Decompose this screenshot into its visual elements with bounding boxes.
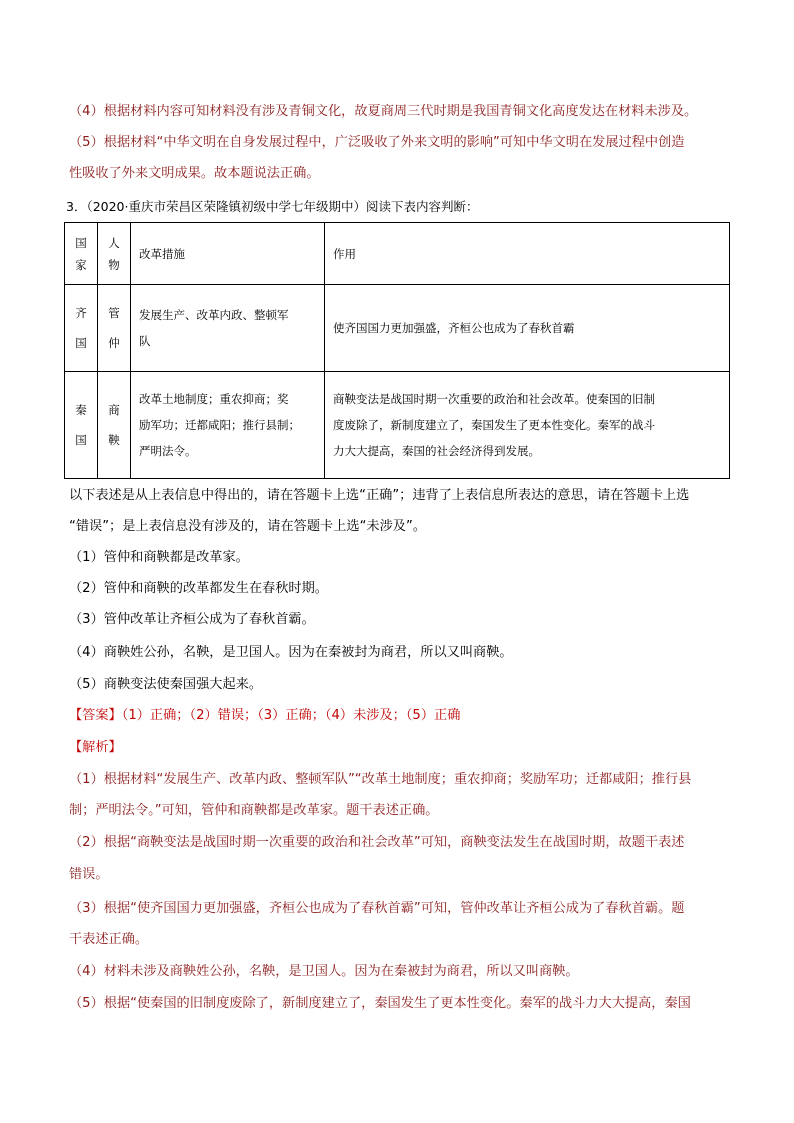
analysis-line: （5）根据“使秦国的旧制度废除了，新制度建立了，秦国发生了更本性变化。秦军的战斗力大大提高，秦国 (69, 996, 691, 1011)
cell-char: 商 (108, 403, 120, 417)
prev-analysis-item-5-cont: 性吸收了外来文明成果。故本题说法正确。 (69, 166, 320, 181)
question-header: 3．（2020·重庆市荣昌区荣隆镇初级中学七年级期中）阅读下表内容判断： (66, 199, 479, 214)
analysis-line: （1）根据材料“发展生产、改革内政、整顿军队”“改革土地制度；重农抑商；奖励军功；迁都咸阳；推行县 (69, 772, 692, 787)
prev-analysis-item-4: （4）根据材料内容可知材料没有涉及青铜文化，故夏商周三代时期是我国青铜文化高度发达在材料未涉及。 (69, 104, 698, 119)
statement-1: （1）管仲和商鞅都是改革家。 (69, 550, 249, 565)
answer-text: （1）正确；（2）错误；（3）正确；（4）未涉及；（5）正确 (121, 708, 461, 723)
cell-char: 国 (75, 433, 87, 447)
analysis-line: （4）材料未涉及商鞅姓公孙，名鞅，是卫国人。因为在秦被封为商君，所以又叫商鞅。 (69, 964, 579, 979)
cell-line: 严明法令。 (139, 444, 197, 458)
analysis-label: 【解析】 (69, 740, 122, 755)
cell-char: 仲 (108, 336, 120, 350)
cell-country (65, 285, 98, 372)
table-header-row (65, 223, 730, 285)
header-cell-person (98, 223, 131, 285)
analysis-line: 错误。 (69, 867, 109, 882)
instructions-line-2: “错误”；是上表信息没有涉及的，请在答题卡上选“未涉及”。 (69, 519, 427, 534)
cell-char: 管 (108, 306, 120, 320)
header-cell-measures: 改革措施 (131, 223, 325, 285)
table-row (65, 372, 730, 479)
cell-line: 商鞅变法是战国时期一次重要的政治和社会改革。使秦国的旧制 (333, 392, 655, 406)
prev-analysis-item-5: （5）根据材料“中华文明在自身发展过程中，广泛吸收了外来文明的影响”可知中华文明在发展过程中创造 (69, 135, 685, 150)
instructions-line-1: 以下表述是从上表信息中得出的，请在答题卡上选“正确”；违背了上表信息所表达的意思，请在答题卡上选 (69, 488, 690, 503)
cell-char: 国 (75, 336, 87, 350)
cell-line: 度废除了，新制度建立了，秦国发生了更本性变化。秦军的战斗 (333, 418, 655, 432)
cell-effect (325, 285, 730, 372)
statement-2: （2）管仲和商鞅的改革都发生在春秋时期。 (69, 581, 328, 596)
header-cell-country (65, 223, 98, 285)
cell-line: 发展生产、改革内政、整顿军 (139, 308, 289, 322)
analysis-line: （3）根据“使齐国国力更加强盛，齐桓公也成为了春秋首霸”可知，管仲改革让齐桓公成为了春秋首霸。题 (69, 901, 685, 916)
cell-char: 鞅 (108, 433, 120, 447)
cell-line: 使齐国国力更加强盛，齐桓公也成为了春秋首霸 (333, 321, 575, 335)
analysis-line: （2）根据“商鞅变法是战国时期一次重要的政治和社会改革”可知，商鞅变法发生在战国时期，故题干表述 (69, 835, 685, 850)
cell-line: 力大大提高，秦国的社会经济得到发展。 (333, 444, 540, 458)
statement-5: （5）商鞅变法使秦国强大起来。 (69, 677, 263, 692)
cell-effect (325, 372, 730, 479)
cell-country (65, 372, 98, 479)
table-row (65, 285, 730, 372)
cell-char: 齐 (75, 306, 87, 320)
cell-line: 励军功；迁都咸阳；推行县制； (139, 418, 300, 432)
analysis-line: 干表述正确。 (69, 932, 149, 947)
header-cell-effect: 作用 (325, 223, 730, 285)
cell-measures (131, 372, 325, 479)
answer-line (69, 707, 460, 725)
cell-person (98, 285, 131, 372)
cell-char: 秦 (75, 403, 87, 417)
cell-line: 改革土地制度；重农抑商；奖 (139, 392, 289, 406)
statement-3: （3）管仲改革让齐桓公成为了春秋首霸。 (69, 612, 315, 627)
cell-line: 队 (139, 334, 151, 348)
cell-measures (131, 285, 325, 372)
answer-label: 【答案】 (69, 708, 122, 723)
cell-person (98, 372, 131, 479)
header-char: 人物 (108, 235, 120, 272)
reform-table (64, 222, 730, 479)
header-char: 国家 (75, 235, 87, 272)
analysis-line: 制；严明法令。”可知，管仲和商鞅都是改革家。题干表述正确。 (69, 803, 439, 818)
statement-4: （4）商鞅姓公孙，名鞅，是卫国人。因为在秦被封为商君，所以又叫商鞅。 (69, 645, 513, 660)
